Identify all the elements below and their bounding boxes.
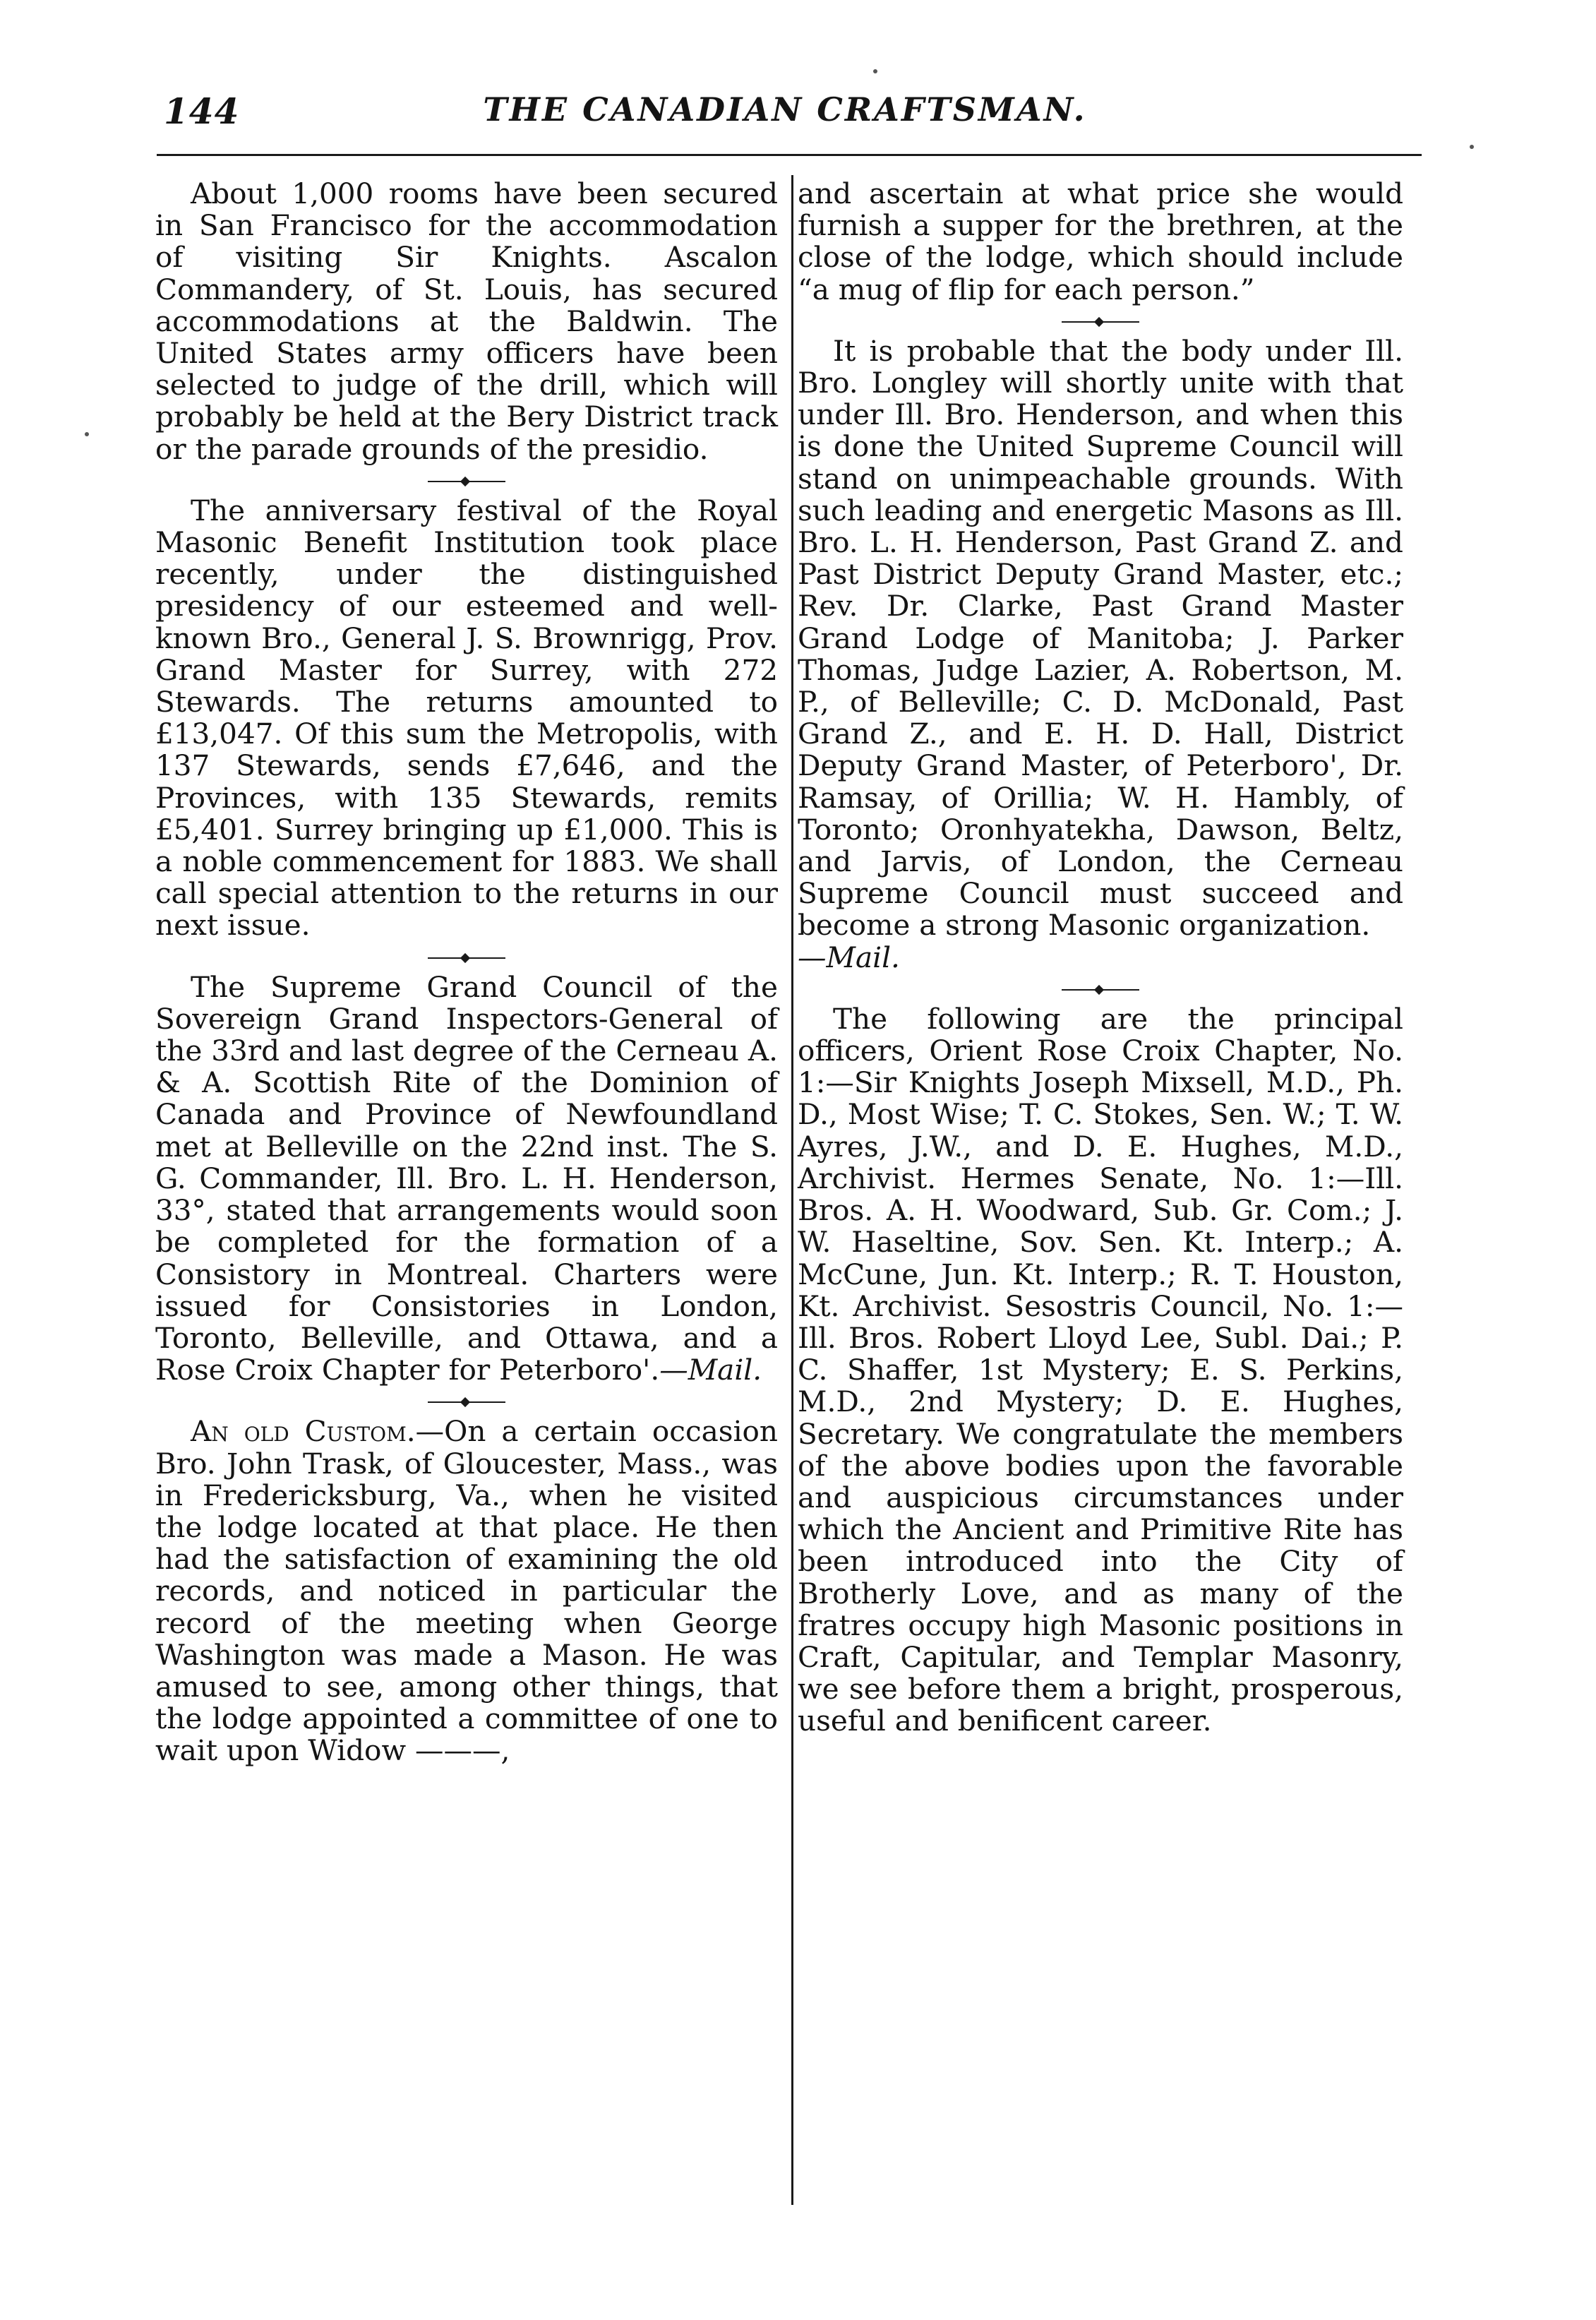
- source-credit: —Mail.: [659, 1353, 762, 1387]
- article-paragraph: About 1,000 rooms have been secured in San Francisco for the accommodation of visiting Sir Knights. Ascalon Commandery, of St. Louis, has secured accommodations at the Baldwin. The United States army officers have been selected to judge of the drill, which will probably be held at the Bery District track or the parade grounds of the presidio.: [155, 177, 778, 466]
- print-speck: [1470, 145, 1474, 149]
- article-paragraph: The anniversary festival of the Royal Masonic Benefit Institution took place recently, under the distinguished presidency of our esteemed and well-known Bro., General J. S. Brownrigg, Prov. Grand Master for Surrey, with 272 Stewards. The returns amounted to £13,047. Of this sum the Metropolis, with 137 Stewards, sends £7,646, and the Provinces, with 135 Stewards, remits £5,401. Surrey bringing up £1,000. This is a noble commencement for 1883. We shall call special attention to the returns in our next issue.: [155, 493, 778, 943]
- article-text: The Supreme Grand Council of the Sovereign Grand Inspectors-General of the 33rd and last degree of the Cerneau A. & A. Scottish Rite of the Dominion of Canada and Province of Newfoundland met at Belleville on the 22nd inst. The S. G. Commander, Ill. Bro. L. H. Henderson, 33°, stated that arrangements would soon be completed for the formation of a Consistory in Montreal. Charters were issued for Consistories in London, Toronto, Belleville, and Ottawa, and a Rose Croix Chapter for Peterboro'.: [155, 969, 778, 1387]
- print-speck: [873, 69, 877, 73]
- running-title: THE CANADIAN CRAFTSMAN.: [483, 90, 1087, 128]
- article-paragraph: [155, 1416, 778, 1766]
- section-separator: [428, 477, 505, 486]
- article-paragraph: and ascertain at what price she would furnish a supper for the brethren, at the close of the lodge, which should include “a mug of flip for each person.”: [798, 177, 1403, 306]
- section-separator: [428, 953, 505, 963]
- article-paragraph: The following are the principal officers, Orient Rose Croix Chapter, No. 1:—Sir Knights Joseph Mixsell, M.D., Ph. D., Most Wise; T. C. Stokes, Sen. W.; T. W. Ayres, J.W., and D. E. Hughes, M.D., Archivist. Hermes Senate, No. 1:—Ill. Bros. A. H. Woodward, Sub. Gr. Com.; J. W. Haseltine, Sov. Sen. Kt. Interp.; A. McCune, Jun. Kt. Interp.; R. T. Houston, Kt. Archivist. Sesostris Council, No. 1:—Ill. Bros. Robert Lloyd Lee, Subl. Dai.; P. C. Shaffer, 1st Mystery; E. S. Perkins, M.D., 2nd Mystery; D. E. Hughes, Secretary. We congratulate the members of the above bodies upon the favorable and auspicious circumstances under which the Ancient and Primitive Rite has been introduced into the City of Brotherly Love, and as many of the fratres occupy high Masonic positions in Craft, Capitular, and Templar Masonry, we see before them a bright, prosperous, useful and benificent career.: [798, 1001, 1403, 1738]
- page-number: 144: [164, 90, 240, 132]
- source-credit: —Mail.: [798, 940, 900, 974]
- article-paragraph: [155, 971, 778, 1387]
- section-separator: [1062, 985, 1139, 995]
- article-lead: An old Custom.: [191, 1414, 416, 1449]
- print-speck: [85, 432, 89, 436]
- header-rule: [157, 154, 1422, 156]
- page-header: [164, 90, 1406, 140]
- article-text: It is probable that the body under Ill. Bro. Longley will shortly unite with that under Ill. Bro. Henderson, and when this is done the United Supreme Council will stand on unimpeachable grounds. With such leading and energetic Masons as Ill. Bro. L. H. Henderson, Past Grand Z. and Past District Deputy Grand Master, etc.; Rev. Dr. Clarke, Past Grand Master Grand Lodge of Manitoba; J. Parker Thomas, Judge Lazier, A. Robertson, M. P., of Belleville; C. D. McDonald, Past Grand Z., and E. H. D. Hall, District Deputy Grand Master, of Peterboro', Dr. Ramsay, of Orillia; W. H. Hambly, of Toronto; Oronhyatekha, Dawson, Beltz, and Jarvis, of London, the Cerneau Supreme Council must succeed and become a strong Masonic organization.: [798, 333, 1403, 943]
- right-column: [798, 178, 1403, 1738]
- article-paragraph: [798, 335, 1403, 974]
- article-text: —On a certain occasion Bro. John Trask, of Gloucester, Mass., was in Fredericksburg, Va., when he visited the lodge located at that place. He then had the satisfaction of examining the old records, and noticed in particular the record of the meeting when George Washington was made a Mason. He was amused to see, among other things, that the lodge appointed a committee of one to wait upon Widow ———,: [155, 1414, 779, 1768]
- section-separator: [428, 1397, 505, 1407]
- column-divider: [791, 175, 793, 2205]
- section-separator: [1062, 317, 1139, 327]
- left-column: [155, 178, 778, 1767]
